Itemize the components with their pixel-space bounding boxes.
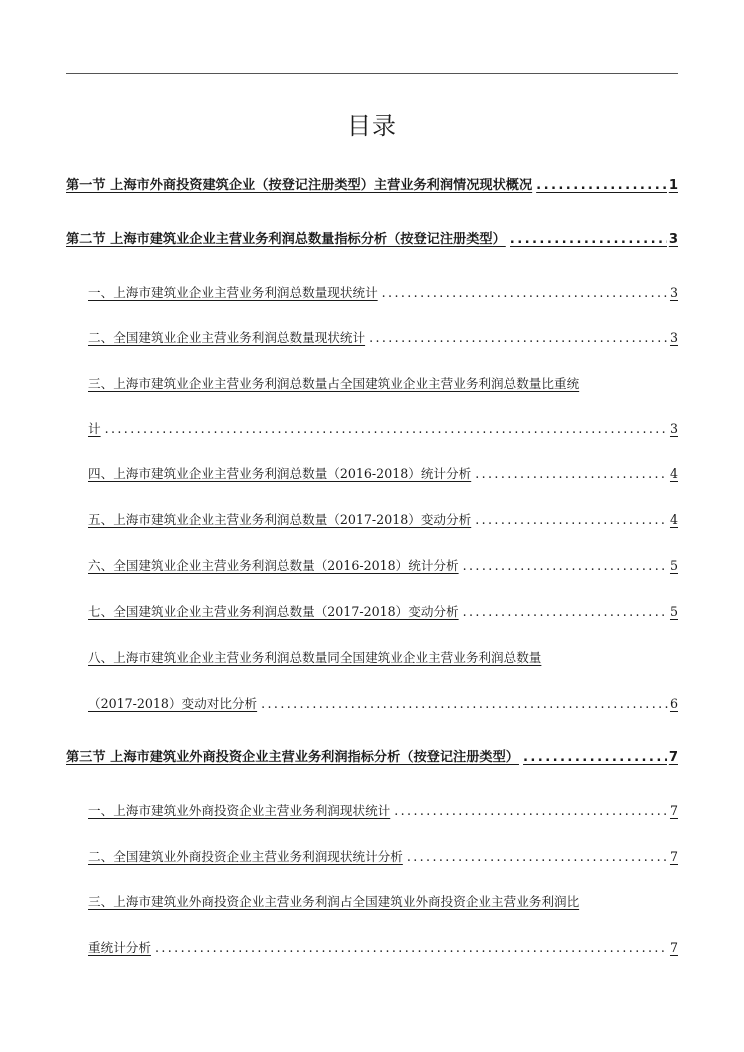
toc-entry-2-8[interactable] xyxy=(88,693,678,712)
toc-leader-dots xyxy=(394,803,668,818)
toc-entry-label: （2017-2018）变动对比分析 xyxy=(88,696,258,711)
toc-leader-dots xyxy=(463,604,668,619)
toc-entry-label: 一、上海市建筑业外商投资企业主营业务利润现状统计 xyxy=(88,803,391,818)
toc-entry-2-3[interactable] xyxy=(88,418,678,437)
toc-leader-dots xyxy=(407,849,668,864)
toc-entry-label: 五、上海市建筑业企业主营业务利润总数量（2017-2018）变动分析 xyxy=(88,512,472,527)
toc-entry-label: 第一节 上海市外商投资建筑企业（按登记注册类型）主营业务利润情况现状概况 xyxy=(66,178,533,193)
toc-entry-section-2[interactable] xyxy=(66,228,678,247)
toc-leader-dots xyxy=(475,466,668,481)
page-title: 目录 xyxy=(347,112,397,140)
toc-entry-label: 重统计分析 xyxy=(88,940,151,955)
toc-entry-section-1[interactable] xyxy=(66,174,678,193)
toc-leader-dots xyxy=(261,696,668,711)
toc-entry-2-4[interactable] xyxy=(88,463,678,482)
toc-page-number: 3 xyxy=(669,421,678,436)
toc-page-number: 3 xyxy=(669,330,678,345)
toc-entry-label: 二、全国建筑业企业主营业务利润总数量现状统计 xyxy=(88,330,366,345)
header-rule xyxy=(66,73,678,74)
toc-entry-label: 四、上海市建筑业企业主营业务利润总数量（2016-2018）统计分析 xyxy=(88,466,472,481)
toc-entry-3-3[interactable] xyxy=(88,937,678,956)
toc-entry-3-3-line1[interactable]: 三、上海市建筑业外商投资企业主营业务利润占全国建筑业外商投资企业主营业务利润比 xyxy=(88,894,580,909)
toc-entry-3-2[interactable] xyxy=(88,846,678,865)
toc-page-number: 6 xyxy=(669,696,678,711)
toc-leader-dots xyxy=(510,232,667,247)
toc-entry-label: 第二节 上海市建筑业企业主营业务利润总数量指标分析（按登记注册类型） xyxy=(66,232,506,247)
toc-entry-2-5[interactable] xyxy=(88,509,678,528)
toc-entry-2-2[interactable] xyxy=(88,327,678,346)
toc-leader-dots xyxy=(475,512,668,527)
toc-entry-label: 七、全国建筑业企业主营业务利润总数量（2017-2018）变动分析 xyxy=(88,604,459,619)
toc-entry-2-7[interactable] xyxy=(88,601,678,620)
toc-entry-label: 第三节 上海市建筑业外商投资企业主营业务利润指标分析（按登记注册类型） xyxy=(66,750,519,765)
toc-page-number: 5 xyxy=(669,558,678,573)
toc-entry-label: 二、全国建筑业外商投资企业主营业务利润现状统计分析 xyxy=(88,849,403,864)
toc-entry-section-3[interactable] xyxy=(66,746,678,765)
toc-entry-2-8-line1[interactable]: 八、上海市建筑业企业主营业务利润总数量同全国建筑业企业主营业务利润总数量 xyxy=(88,650,542,665)
toc-leader-dots xyxy=(382,285,668,300)
toc-page-number: 4 xyxy=(669,466,678,481)
toc-entry-2-3-line1[interactable]: 三、上海市建筑业企业主营业务利润总数量占全国建筑业企业主营业务利润总数量比重统 xyxy=(88,376,580,391)
toc-entry-label: 六、全国建筑业企业主营业务利润总数量（2016-2018）统计分析 xyxy=(88,558,459,573)
toc-leader-dots xyxy=(155,940,668,955)
toc-page-number: 4 xyxy=(669,512,678,527)
toc-page-number: 3 xyxy=(669,285,678,300)
toc-leader-dots xyxy=(369,330,668,345)
toc-page-number: 7 xyxy=(669,803,678,818)
toc-page-number: 7 xyxy=(669,849,678,864)
toc-entry-label: 计 xyxy=(88,421,101,436)
toc-entry-2-6[interactable] xyxy=(88,555,678,574)
toc-page-number: 5 xyxy=(669,604,678,619)
toc-page-number: 1 xyxy=(668,178,678,193)
toc-leader-dots xyxy=(463,558,668,573)
toc-page-number: 3 xyxy=(668,232,678,247)
toc-page-number: 7 xyxy=(668,750,678,765)
toc-leader-dots xyxy=(105,421,668,436)
toc-page-number: 7 xyxy=(669,940,678,955)
toc-entry-3-1[interactable] xyxy=(88,800,678,819)
toc-entry-2-1[interactable] xyxy=(88,282,678,301)
toc-entry-label: 一、上海市建筑业企业主营业务利润总数量现状统计 xyxy=(88,285,378,300)
toc-leader-dots xyxy=(536,178,667,193)
toc-leader-dots xyxy=(523,750,667,765)
